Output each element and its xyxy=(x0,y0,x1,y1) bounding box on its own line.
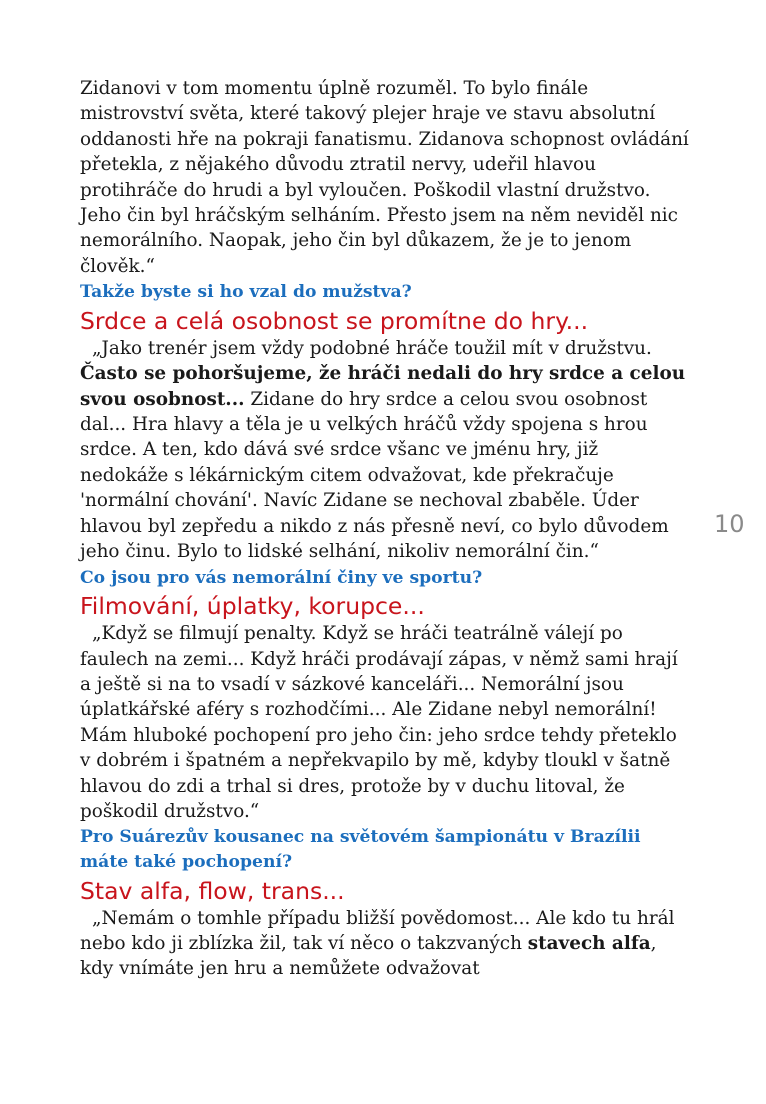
section-heading-3: Stav alfa, flow, trans... xyxy=(80,876,345,905)
answer-3-bold-text: stavech alfa xyxy=(527,932,651,954)
interview-question-2: Co jsou pro vás nemorální činy ve sportu? xyxy=(80,567,483,588)
answer-1-text-a: „Jako trenér jsem vždy podobné hráče toužil mít v družstvu. xyxy=(92,337,652,359)
interview-question-1: Takže byste si ho vzal do mužstva? xyxy=(80,282,412,303)
section-heading-1: Srdce a celá osobnost se promítne do hry... xyxy=(80,306,589,335)
answer-2-text: „Když se filmují penalty. Když se hráči teatrálně válejí po faulech na zemi... Když hráči prodávají zápas, v němž sami hrají a ještě si na to vsadí v sázkové kanceláři... Nemorální jsou úplatkářské aféry s rozhodčími... Ale Zidane nebyl nemorální! Mám hluboké pochopení pro jeho čin: jeho srdce tehdy přeteklo v dobrém i špatném a nepřekvapilo by mě, kdyby tloukl v šatně hlavou do zdi a trhal si dres, protože by v duchu litoval, že poškodil družstvo.“ xyxy=(80,623,678,822)
article-body xyxy=(80,76,692,982)
answer-3-text-b: , kdy vnímáte jen hru a nemůžete odvažovat xyxy=(80,932,657,980)
answer-paragraph-3 xyxy=(80,906,692,982)
section-heading-2: Filmování, úplatky, korupce... xyxy=(80,592,425,621)
answer-1-text-b: Zidane do hry srdce a celou svou osobnost dal... Hra hlavy a těla je u velkých hráčů vždy spojena s hrou srdce. A ten, kdo dává své srdce všanc ve jménu hry, již nedokáže s lékárnickým citem odvažovat, kde překračuje 'normální chování'. Navíc Zidane se nechoval zbaběle. Úder hlavou byl zepředu a nikdo z nás přesně neví, co bylo důvodem jeho činu. Bylo to lidské selhání, nikoliv nemorální čin.“ xyxy=(80,388,669,563)
page-number: 10 xyxy=(714,510,745,538)
interview-question-3: Pro Suárezův kousanec na světovém šampionátu v Brazílii máte také pochopení? xyxy=(80,827,641,872)
answer-3-text-a: „Nemám o tomhle případu bližší povědomost... Ale kdo tu hrál nebo kdo ji zblízka žil, tak ví něco o takzvaných xyxy=(80,907,675,954)
intro-paragraph: Zidanovi v tom momentu úplně rozuměl. To bylo finále mistrovství světa, které takový plejer hraje ve stavu absolutní oddanosti hře na pokraji fanatismu. Zidanova schopnost ovládání přetekla, z nějakého důvodu ztratil nervy, udeřil hlavou protihráče do hrudi a byl vyloučen. Poškodil vlastní družstvo. Jeho čin byl hráčským selháním. Přesto jsem na něm neviděl nic nemorálního. Naopak, jeho čin byl důkazem, že je to jenom člověk.“ xyxy=(80,78,689,277)
answer-1-bold-text: Často se pohoršujeme, že hráči nedali do hry srdce a celou svou osobnost... xyxy=(80,363,686,410)
answer-paragraph-2 xyxy=(80,621,692,824)
answer-paragraph-1 xyxy=(80,336,692,565)
